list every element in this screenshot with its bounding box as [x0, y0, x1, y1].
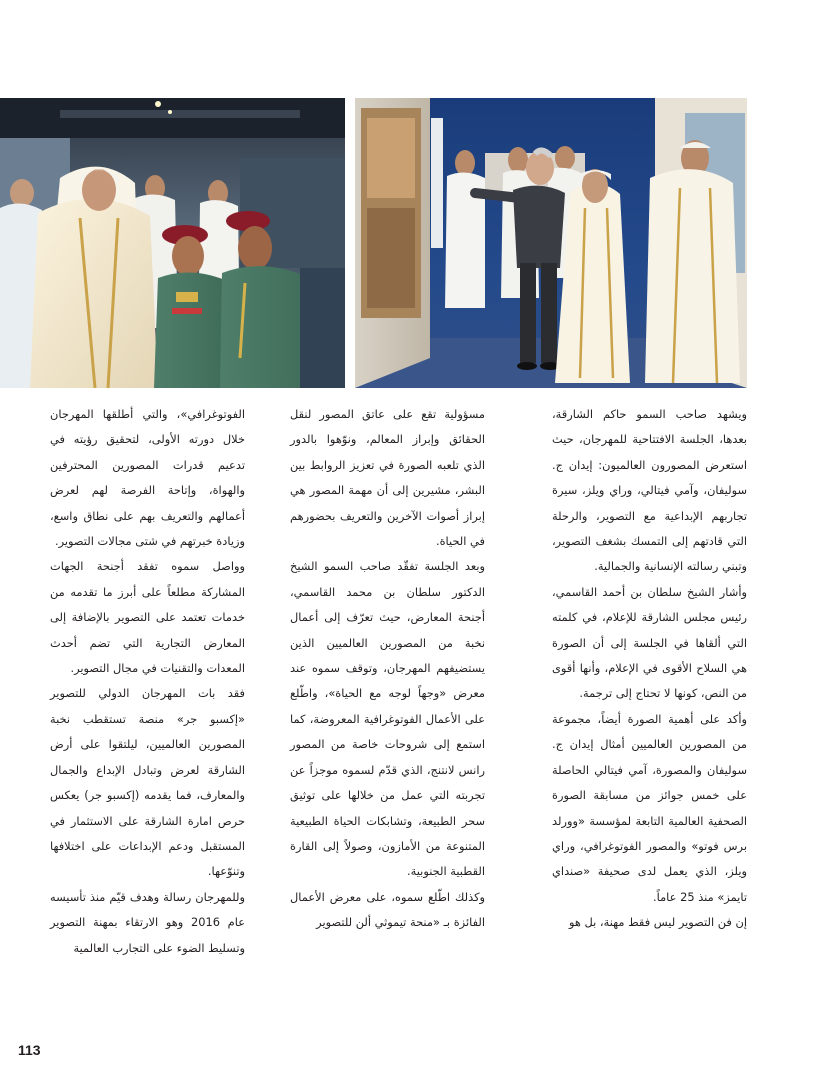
article-column-middle — [290, 402, 485, 936]
paragraph: إن فن التصوير ليس فقط مهنة، بل هو — [569, 915, 747, 930]
paragraph: الفوتوغرافي»، والتي أطلقها المهرجان خلال دورته الأولى، لتحقيق رؤيته في تدعيم قدرات المصورين المحترفين والهواة، وإتاحة الفرصة لهم لعرض أعمالهم والتعريف بهم على نطاق واسع، وزيادة خبرتهم في شتى مجالات التصوير. — [50, 407, 245, 549]
photo-ruler-with-officers — [0, 98, 345, 388]
photo-ruler-touring-exhibition-image — [355, 98, 747, 388]
page-number: 113 — [18, 1042, 41, 1058]
paragraph: مسؤولية تقع على عاتق المصور لنقل الحقائق وإبراز المعالم، ونوّهوا بالدور الذي تلعبه الصورة في تعزيز الروابط بين البشر، مشيرين إلى أن مهمة المصور هي إبراز أصوات الآخرين والتعريف بحضورهم في الحياة. — [290, 407, 485, 549]
paragraph: وللمهرجان رسالة وهدف قيّم منذ تأسيسه عام 2016 وهو الارتقاء بمهنة التصوير وتسليط الضوء على التجارب العالمية — [50, 889, 245, 955]
paragraph: ويشهد صاحب السمو حاكم الشارقة، بعدها، الجلسة الافتتاحية للمهرجان، حيث استعرض المصورون العالميون: إيدان ج. سوليفان، وآمي فيتالي، وراي ويلز، سيرة تجاربهم الإبداعية مع التصوير، والرحلة التي قادتهم إلى التمسك بشغف التصوير، وتبني رسالته الإنسانية والجمالية. — [552, 407, 747, 574]
paragraph: وكذلك اطّلع سموه، على معرض الأعمال الفائزة بـ «منحة تيموثي ألن للتصوير — [290, 889, 485, 930]
photo-ruler-with-officers-image — [0, 98, 345, 388]
paragraph: وواصل سموه تفقد أجنحة الجهات المشاركة مطلعاً على أبرز ما تقدمه من خدمات تعتمد على التصوير بالإضافة إلى المعارض التجارية التي تضم أحدث المعدات والتقنيات في مجال التصوير. — [50, 559, 245, 676]
photo-ruler-touring-exhibition — [355, 98, 747, 388]
paragraph: وأشار الشيخ سلطان بن أحمد القاسمي، رئيس مجلس الشارقة للإعلام، في كلمته التي ألقاها في الجلسة إلى أن الصورة هي السلاح الأقوى في الإعلام، وأنها أقوى من النص، كونها لا تحتاج إلى ترجمة. — [552, 584, 747, 701]
article-column-left — [50, 402, 245, 961]
paragraph: فقد بات المهرجان الدولي للتصوير «إكسبو جر» منصة تستقطب نخبة المصورين العالميين، ليلتقوا على أرض الشارقة لعرض وتبادل الإبداع والجمال والمعارف، فما يقدمه (إكسبو جر) يعكس حرص امارة الشارقة على الاستثمار في المستقبل ودعم الإبداعات على اختلافها وتنوّعها. — [50, 686, 245, 879]
paragraph: وبعد الجلسة تفقّد صاحب السمو الشيخ الدكتور سلطان بن محمد القاسمي، أجنحة المعارض، حيث تعرّف إلى أعمال نخبة من المصورين العالميين الذين يستضيفهم المهرجان، وتوقف سموه عند معرض «وجهاً لوجه مع الحياة»، واطّلع على الأعمال الفوتوغرافية المعروضة، كما استمع إلى شروحات خاصة من المصور رانس لانتنج، الذي قدّم لسموه موجزاً عن تجربته التي عمل من خلالها على توثيق سحر الطبيعة، وتشابكات الحياة الطبيعية المتنوعة من الأمازون، وصولاً إلى القارة القطبية الجنوبية. — [290, 559, 485, 879]
paragraph: وأكد على أهمية الصورة أيضاً، مجموعة من المصورين العالميين أمثال إيدان ج. سوليفان والمصورة، آمي فيتالي الحاصلة على خمس جوائز من مسابقة الصورة الصحفية العالمية التابعة لمؤسسة «وورلد برس فوتو» والمصور الفوتوغرافي، وراي ويلز، الذي يعمل لدى صحيفة «صنداي تايمز» منذ 25 عاماً. — [552, 711, 747, 904]
article-column-right — [552, 402, 747, 936]
